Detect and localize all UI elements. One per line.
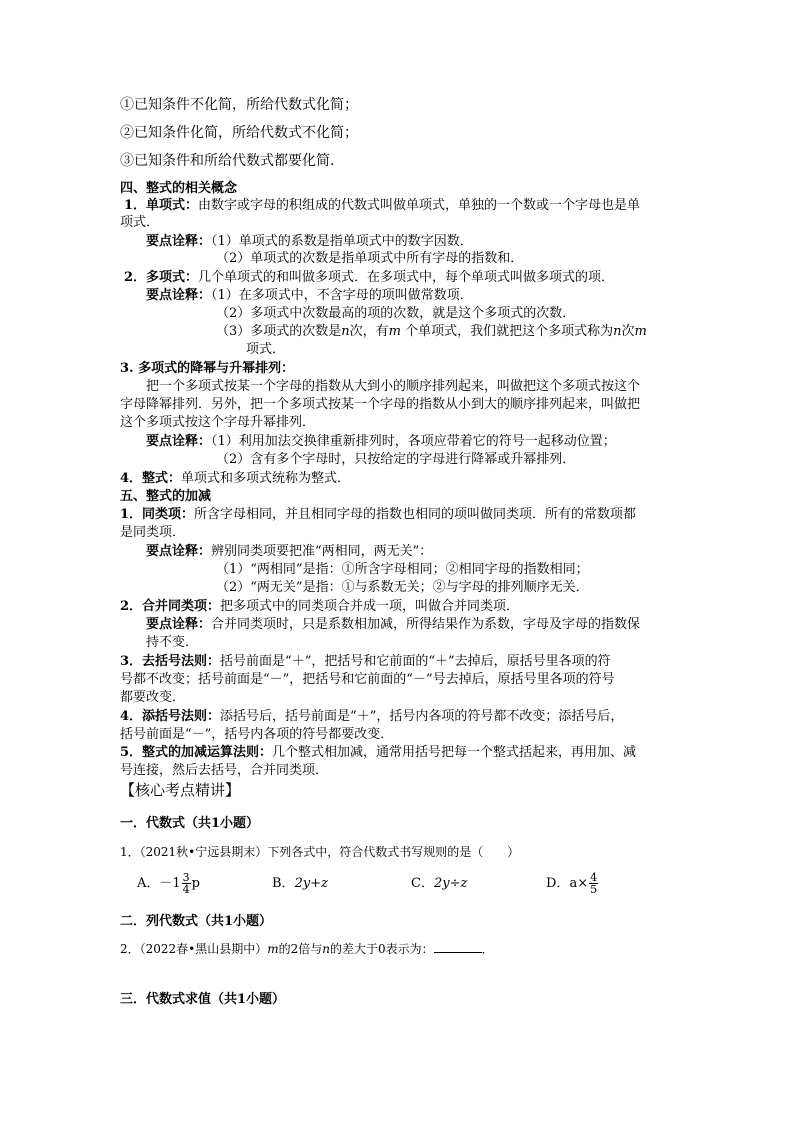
question-text: 的差大于0表示为： xyxy=(330,942,434,956)
question-number: 1． xyxy=(120,845,140,859)
option-c[interactable] xyxy=(411,869,467,899)
addsub-rules-term: 5．整式的加减运算法则： xyxy=(120,745,273,760)
ordering-p3: 这个多项式按这个字母升幂排列． xyxy=(120,415,316,430)
ordering-p1: 把一个多项式按某一个字母的指数从大到小的顺序排列起来，叫做把这个多项式按这个 xyxy=(146,379,641,394)
polynomial-note-3 xyxy=(216,323,647,341)
monomial-note-2: （2）单项式的次数是指单项式中所有字母的指数和． xyxy=(216,251,524,266)
combine-term: 2．合并同类项： xyxy=(120,599,221,614)
core-heading: 【核心考点精讲】 xyxy=(120,781,241,799)
option-expr: 2y+z xyxy=(294,876,328,891)
option-d[interactable] xyxy=(546,869,599,899)
combine-note-cont: 持不变． xyxy=(146,635,199,650)
remove-brackets-l2: 号都不改变；括号前面是“－”，把括号和它前面的“－”号去掉后，原括号里各项的符号 xyxy=(120,672,615,687)
var-n: n xyxy=(322,942,331,956)
case-1: ①已知条件不化简，所给代数式化简； xyxy=(120,97,358,113)
key-label: 要点诠释： xyxy=(146,544,212,559)
note-text: （1）在多项式中，不含字母的项叫做常数项． xyxy=(211,288,473,303)
topic-1-title: 一．代数式（共1小题） xyxy=(120,816,260,831)
answer-blank[interactable] xyxy=(434,940,482,953)
remove-brackets-term: 3．去括号法则： xyxy=(120,654,221,669)
option-label: B． xyxy=(272,876,295,891)
polynomial-def xyxy=(124,269,614,287)
rule-text: 几个整式相加减，通常用括号把每一个整式括起来，再用加、减 xyxy=(272,745,637,760)
note-text: （1）利用加法交换律重新排列时，各项应带着它的符号一起移动位置； xyxy=(211,434,616,449)
like-terms-term: 1．同类项： xyxy=(120,507,195,522)
monomial-def-cont: 项式． xyxy=(120,215,160,230)
option-b[interactable] xyxy=(272,869,328,899)
var-m: m xyxy=(634,324,647,339)
numerator: 4 xyxy=(590,871,598,884)
like-terms-note-1: （1）“两相同”是指：①所含字母相同；②相同字母的指数相同； xyxy=(216,562,589,577)
integral-term: 4．整式： xyxy=(120,471,182,486)
remove-brackets-l3: 都要改变． xyxy=(120,690,186,705)
remove-brackets-l1 xyxy=(120,653,611,671)
option-label: D． xyxy=(546,876,570,891)
question-source: （2022春•黑山县期中） xyxy=(139,942,268,956)
note-text: （3）多项式的次数是 xyxy=(216,324,342,339)
polynomial-term: 2．多项式： xyxy=(124,270,199,285)
option-expr: a× xyxy=(569,876,589,891)
rule-text: 添括号后，括号前面是“＋”，括号内各项的符号都不改变；添括号后， xyxy=(220,709,624,724)
note-text: 个单项式，我们就把这个多项式称为 xyxy=(401,324,614,339)
note-text: 次，有 xyxy=(349,324,389,339)
case-3: ③已知条件和所给代数式都要化简． xyxy=(120,153,344,169)
add-brackets-term: 4．添括号法则： xyxy=(120,709,221,724)
case-2: ②已知条件化简，所给代数式不化简； xyxy=(120,125,358,141)
addsub-rules-l1 xyxy=(120,744,636,762)
rule-text: 括号前面是“＋”，把括号和它前面的“＋”去掉后，原括号里各项的符 xyxy=(220,654,611,669)
section-4-title: 四、整式的相关概念 xyxy=(120,181,238,196)
like-terms-def xyxy=(120,506,636,524)
note-text: 辨别同类项要把准“两相同，两无关”： xyxy=(211,544,433,559)
var-m: m xyxy=(267,942,279,956)
monomial-def-text: 由数字或字母的积组成的代数式叫做单项式，单独的一个数或一个字母也是单 xyxy=(198,198,641,213)
note-text: 次 xyxy=(621,324,635,339)
option-a[interactable] xyxy=(137,869,200,899)
combine-def xyxy=(120,598,519,616)
ordering-p2: 字母降幂排列．另外，把一个多项式按某一个字母的指数从小到大的顺序排列起来，叫做把 xyxy=(120,397,641,412)
polynomial-note-3-cont: 项式． xyxy=(246,342,286,357)
fraction xyxy=(589,872,598,895)
add-brackets-l1 xyxy=(120,708,623,726)
option-label: C． xyxy=(411,876,434,891)
like-terms-def-cont: 是同类项． xyxy=(120,525,186,540)
integral-def-text: 单项式和多项式统称为整式． xyxy=(181,471,351,486)
topic-3-title: 三．代数式求值（共1小题） xyxy=(120,992,286,1007)
ordering-note-1 xyxy=(146,433,616,451)
polynomial-note-2: （2）多项式中次数最高的项的次数，就是这个多项式的次数． xyxy=(216,306,576,321)
question-end: ． xyxy=(481,942,494,956)
question-1 xyxy=(120,843,519,861)
denominator: 5 xyxy=(590,883,598,896)
ordering-note-2: （2）含有多个字母时，只按给定的字母进行降幂或升幂排列． xyxy=(216,452,576,467)
monomial-term: 1．单项式： xyxy=(124,198,199,213)
polynomial-note-1 xyxy=(146,287,473,305)
key-label: 要点诠释： xyxy=(146,288,212,303)
like-terms-note-2: （2）“两无关”是指：①与系数无关；②与字母的排列顺序无关． xyxy=(216,580,589,595)
question-2 xyxy=(120,940,494,958)
like-terms-intro xyxy=(146,543,432,561)
section-5-title: 五、整式的加减 xyxy=(120,489,212,504)
combine-note xyxy=(146,616,640,634)
option-label: A． xyxy=(137,876,160,891)
question-text: 的2倍与 xyxy=(278,942,323,956)
option-expr: p xyxy=(191,876,200,891)
fraction xyxy=(182,872,191,895)
question-text: 下列各式中，符合代数式书写规则的是（ ） xyxy=(267,845,520,859)
key-label: 要点诠释： xyxy=(146,434,212,449)
note-text: 合并同类项时，只是系数相加减，所得结果作为系数，字母及字母的指数保 xyxy=(211,617,641,632)
add-brackets-l2: 括号前面是“－”，括号内各项的符号都要改变． xyxy=(120,727,394,742)
numerator: 3 xyxy=(182,871,190,884)
question-number: 2． xyxy=(120,942,140,956)
var-m: m xyxy=(388,324,401,339)
var-n: n xyxy=(613,324,622,339)
combine-def-text: 把多项式中的同类项合并成一项，叫做合并同类项． xyxy=(220,599,520,614)
monomial-note-1 xyxy=(146,233,473,251)
var-n: n xyxy=(341,324,350,339)
ordering-term: 3. 多项式的降幂与升幂排列： xyxy=(120,361,295,376)
option-expr: 2y÷z xyxy=(433,876,468,891)
topic-2-title: 二．列代数式（共1小题） xyxy=(120,914,273,929)
note-text: （1）单项式的系数是指单项式中的数字因数． xyxy=(211,234,473,249)
key-label: 要点诠释： xyxy=(146,617,212,632)
denominator: 4 xyxy=(182,883,190,896)
question-source: （2021秋•宁远县期末） xyxy=(139,845,268,859)
integral-def xyxy=(120,470,350,488)
option-expr: －1 xyxy=(159,876,181,891)
polynomial-def-text: 几个单项式的和叫做多项式．在多项式中，每个单项式叫做多项式的项． xyxy=(198,270,615,285)
monomial-def xyxy=(124,197,640,215)
key-label: 要点诠释： xyxy=(146,234,212,249)
like-terms-def-text: 所含字母相同，并且相同字母的指数也相同的项叫做同类项．所有的常数项都 xyxy=(194,507,637,522)
addsub-rules-l2: 号连接，然后去括号，合并同类项． xyxy=(120,763,329,778)
